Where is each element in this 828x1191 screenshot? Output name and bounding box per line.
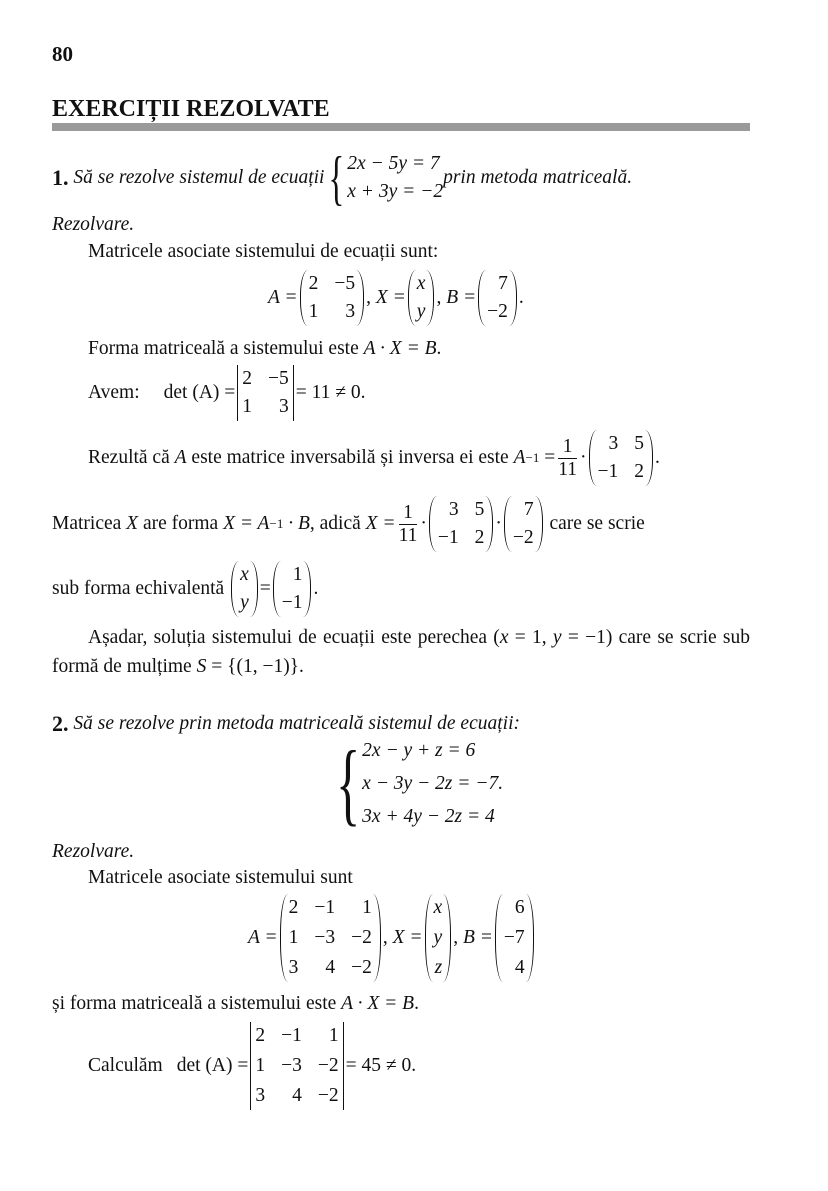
- matrix-cell: 3: [448, 499, 459, 520]
- determinant-bar-right: [290, 365, 294, 421]
- matrix-label: B =: [446, 287, 477, 308]
- paren-left: [429, 496, 437, 552]
- equation: · B: [283, 513, 310, 534]
- equation: 3x + 4y − 2z = 4: [362, 805, 495, 827]
- matrix-cell: y: [240, 592, 249, 613]
- punct: .: [313, 578, 319, 599]
- determinant-A: [250, 1022, 343, 1110]
- text: Matricea: [52, 513, 127, 534]
- matrix-cell: 2: [474, 527, 485, 548]
- matrix-cell: −2: [351, 927, 372, 948]
- paren-left: [589, 430, 597, 486]
- punct: .: [655, 447, 660, 468]
- paragraph: Matricele asociate sistemului de ecuații sunt:: [88, 241, 439, 262]
- paren-right: [356, 270, 364, 326]
- matrix-cell: −2: [317, 1085, 339, 1106]
- exercise-number: 1.: [52, 165, 69, 190]
- dot: ·: [495, 513, 502, 534]
- paren-left: [495, 894, 503, 982]
- matrix-label: X =: [392, 927, 423, 948]
- punct: ,: [366, 287, 371, 308]
- statement-text: prin metoda matriceală.: [443, 167, 633, 188]
- matrix-cell: 1: [242, 396, 253, 417]
- punct: .: [518, 287, 524, 308]
- denominator: 11: [558, 458, 578, 480]
- equation: 2x − y + z = 6: [362, 739, 476, 761]
- matrix-label: A =: [268, 287, 298, 308]
- section-divider: [52, 123, 750, 131]
- matrix-cell: 3: [279, 396, 289, 417]
- fraction: [399, 502, 418, 547]
- paren-left: [478, 270, 486, 326]
- paren-right: [303, 561, 311, 617]
- determinant-bar-right: [340, 1022, 344, 1110]
- matrix-cell: 4: [325, 957, 336, 978]
- solution-formula-line: Matricea X are forma X = A −1 · B , adică X = $\frac{1}{11}$ · 3 5 −1 2 · 7 −2 care se scrie: [52, 494, 645, 554]
- text: =: [539, 447, 556, 468]
- matrices-line: [268, 268, 524, 328]
- text: are forma: [138, 513, 224, 534]
- text: sub forma echivalentă: [52, 578, 230, 599]
- matrix-cell: x: [416, 273, 426, 294]
- statement-text: Să se rezolve prin metoda matriceală sistemul de ecuații:: [73, 713, 520, 734]
- matrix-cell: −5: [268, 368, 289, 389]
- equation: A · X = B: [341, 993, 415, 1014]
- matrix-cell: 1: [255, 1055, 266, 1076]
- paragraph: [88, 338, 441, 360]
- paren-left: [231, 561, 239, 617]
- text: care se scrie: [544, 513, 645, 534]
- page-number: 80: [52, 42, 73, 66]
- paragraph: Matricele asociate sistemului sunt: [88, 867, 353, 888]
- matrix-cell: −2: [317, 1055, 339, 1076]
- punct: ,: [382, 927, 388, 948]
- paren-right: [535, 496, 543, 552]
- equation: x + 3y = −2: [347, 181, 444, 202]
- matrix-cell: −3: [314, 927, 336, 948]
- paren-left: [280, 894, 288, 982]
- paren-left: [504, 496, 512, 552]
- text: = −1) care se scrie sub formă de mulțime: [52, 627, 751, 677]
- equation: 2x − 5y = 7: [347, 153, 440, 174]
- punct: .: [436, 338, 442, 359]
- matrix-cell: 2: [634, 461, 645, 482]
- matrix-cell: y: [416, 301, 426, 322]
- matrix-cell: −1: [281, 1025, 302, 1046]
- brace-icon: {: [335, 732, 361, 834]
- matrix-cell: 2: [288, 897, 299, 918]
- matrix-label: A =: [248, 927, 278, 948]
- matrix-B: [495, 894, 534, 982]
- matrix-X: [408, 270, 435, 326]
- numerator: 1: [403, 501, 413, 523]
- matrix-cell: 4: [514, 957, 525, 978]
- matrix-cell: −1: [597, 461, 619, 482]
- paren-right: [426, 270, 434, 326]
- paren-left: [425, 894, 433, 982]
- matrix-cell: x: [433, 897, 443, 918]
- symbol: S: [196, 656, 207, 677]
- equation: X = A: [223, 513, 270, 534]
- solution-label: Rezolvare.: [52, 841, 135, 862]
- paren-right: [485, 496, 493, 552]
- matrix-X: [231, 561, 258, 617]
- equation: X =: [365, 513, 396, 534]
- matrix-cell: −2: [487, 301, 508, 322]
- matrix-cell: 3: [255, 1085, 266, 1106]
- numerator: 1: [562, 435, 573, 457]
- paren-left: [300, 270, 308, 326]
- matrix-cell: −3: [281, 1055, 302, 1076]
- matrix-A: [300, 270, 365, 326]
- punct: ,: [453, 927, 459, 948]
- matrix-cell: 7: [523, 499, 534, 520]
- det-label: det (A) =: [163, 382, 236, 403]
- matrix-cell: 2: [308, 273, 319, 294]
- text: = 1,: [508, 627, 553, 648]
- punct: ,: [436, 287, 442, 308]
- equation-system-2: [326, 732, 504, 834]
- det-result: = 11 ≠ 0.: [295, 382, 366, 403]
- matrix-A-inverse: [429, 496, 494, 552]
- matrix-cell: 1: [362, 897, 372, 918]
- matrix-cell: 4: [292, 1085, 302, 1106]
- matrix-cell: 5: [474, 499, 485, 520]
- matrix-cell: −1: [314, 897, 336, 918]
- fraction: [558, 436, 577, 481]
- text: Avem:: [88, 382, 140, 403]
- text: Forma matriceală a sistemului este: [88, 338, 364, 359]
- paren-right: [526, 894, 534, 982]
- matrix-cell: −7: [503, 927, 525, 948]
- dot: ·: [580, 447, 587, 468]
- matrix-cell: 2: [255, 1025, 266, 1046]
- text: este matrice inversabilă și inversa ei este: [186, 447, 514, 468]
- paragraph: [52, 993, 419, 1015]
- matrix-cell: 1: [292, 564, 303, 585]
- matrix-cell: 3: [288, 957, 299, 978]
- equivalent-form-line: sub forma echivalentă x y = 1 −1 .: [52, 560, 318, 618]
- det-result: = 45 ≠ 0.: [345, 1055, 417, 1076]
- section-title: EXERCIȚII REZOLVATE: [52, 96, 330, 122]
- symbol: x: [499, 627, 509, 648]
- equation-system: [347, 150, 443, 206]
- paren-right: [373, 894, 381, 982]
- solution-label: Rezolvare.: [52, 214, 135, 235]
- matrix-cell: 1: [308, 301, 319, 322]
- symbol: A: [513, 447, 526, 468]
- matrix-cell: 3: [345, 301, 356, 322]
- solution-vector: [273, 561, 312, 617]
- dot: ·: [420, 513, 427, 534]
- conclusion-paragraph: [52, 623, 750, 681]
- matrix-cell: −5: [334, 273, 356, 294]
- matrix-cell: 2: [242, 368, 253, 389]
- equation: A · X = B: [363, 338, 437, 359]
- matrix-A-inverse: [589, 430, 654, 486]
- exercise-number: 2.: [52, 711, 69, 736]
- matrix-label: X =: [375, 287, 406, 308]
- matrix-A: [280, 894, 381, 982]
- equation: x − 3y − 2z = −7.: [362, 772, 504, 794]
- symbol: X: [126, 513, 139, 534]
- matrix-cell: −1: [281, 592, 303, 613]
- matrix-cell: −1: [437, 527, 459, 548]
- text: Așadar, soluția sistemului de ecuații este perechea (: [88, 627, 500, 648]
- matrix-cell: 1: [288, 927, 299, 948]
- exercise-1-statement: [52, 145, 633, 211]
- determinant-A: [237, 365, 294, 421]
- text: Rezultă că: [88, 447, 175, 468]
- text: , adică: [309, 513, 366, 534]
- matrix-cell: 7: [498, 273, 508, 294]
- determinant-line: [88, 365, 366, 421]
- text: și forma matriceală a sistemului este: [52, 993, 342, 1014]
- paren-left: [273, 561, 281, 617]
- text: = {(1, −1)}.: [206, 656, 304, 677]
- paren-left: [408, 270, 416, 326]
- matrix-label: B =: [462, 927, 493, 948]
- inverse-line: Rezultă că A este matrice inversabilă și inversa ei este A −1 = $\frac{1}{11}$ · 3 5 −1 2 .: [88, 428, 660, 488]
- matrix-B: [504, 496, 543, 552]
- matrices-line: [248, 892, 536, 984]
- denominator: 11: [398, 524, 418, 546]
- text: Calculăm: [88, 1055, 163, 1076]
- det-label: det (A) =: [176, 1055, 249, 1076]
- punct: .: [414, 993, 419, 1014]
- matrix-cell: x: [240, 564, 249, 585]
- paren-right: [509, 270, 517, 326]
- matrix-cell: y: [433, 927, 443, 948]
- matrix-cell: 6: [514, 897, 525, 918]
- matrix-B: [478, 270, 517, 326]
- matrix-X: [425, 894, 452, 982]
- symbol: A: [174, 447, 187, 468]
- paren-right: [443, 894, 451, 982]
- matrix-cell: 3: [608, 433, 619, 454]
- determinant-line: [88, 1020, 416, 1112]
- brace-icon: {: [328, 145, 345, 211]
- paren-right: [250, 561, 258, 617]
- matrix-cell: −2: [512, 527, 534, 548]
- matrix-cell: 5: [634, 433, 645, 454]
- symbol: y: [552, 627, 562, 648]
- matrix-cell: z: [434, 957, 443, 978]
- paren-right: [645, 430, 653, 486]
- matrix-cell: −2: [351, 957, 372, 978]
- statement-text: Să se rezolve sistemul de ecuații: [73, 167, 325, 188]
- matrix-cell: 1: [328, 1025, 339, 1046]
